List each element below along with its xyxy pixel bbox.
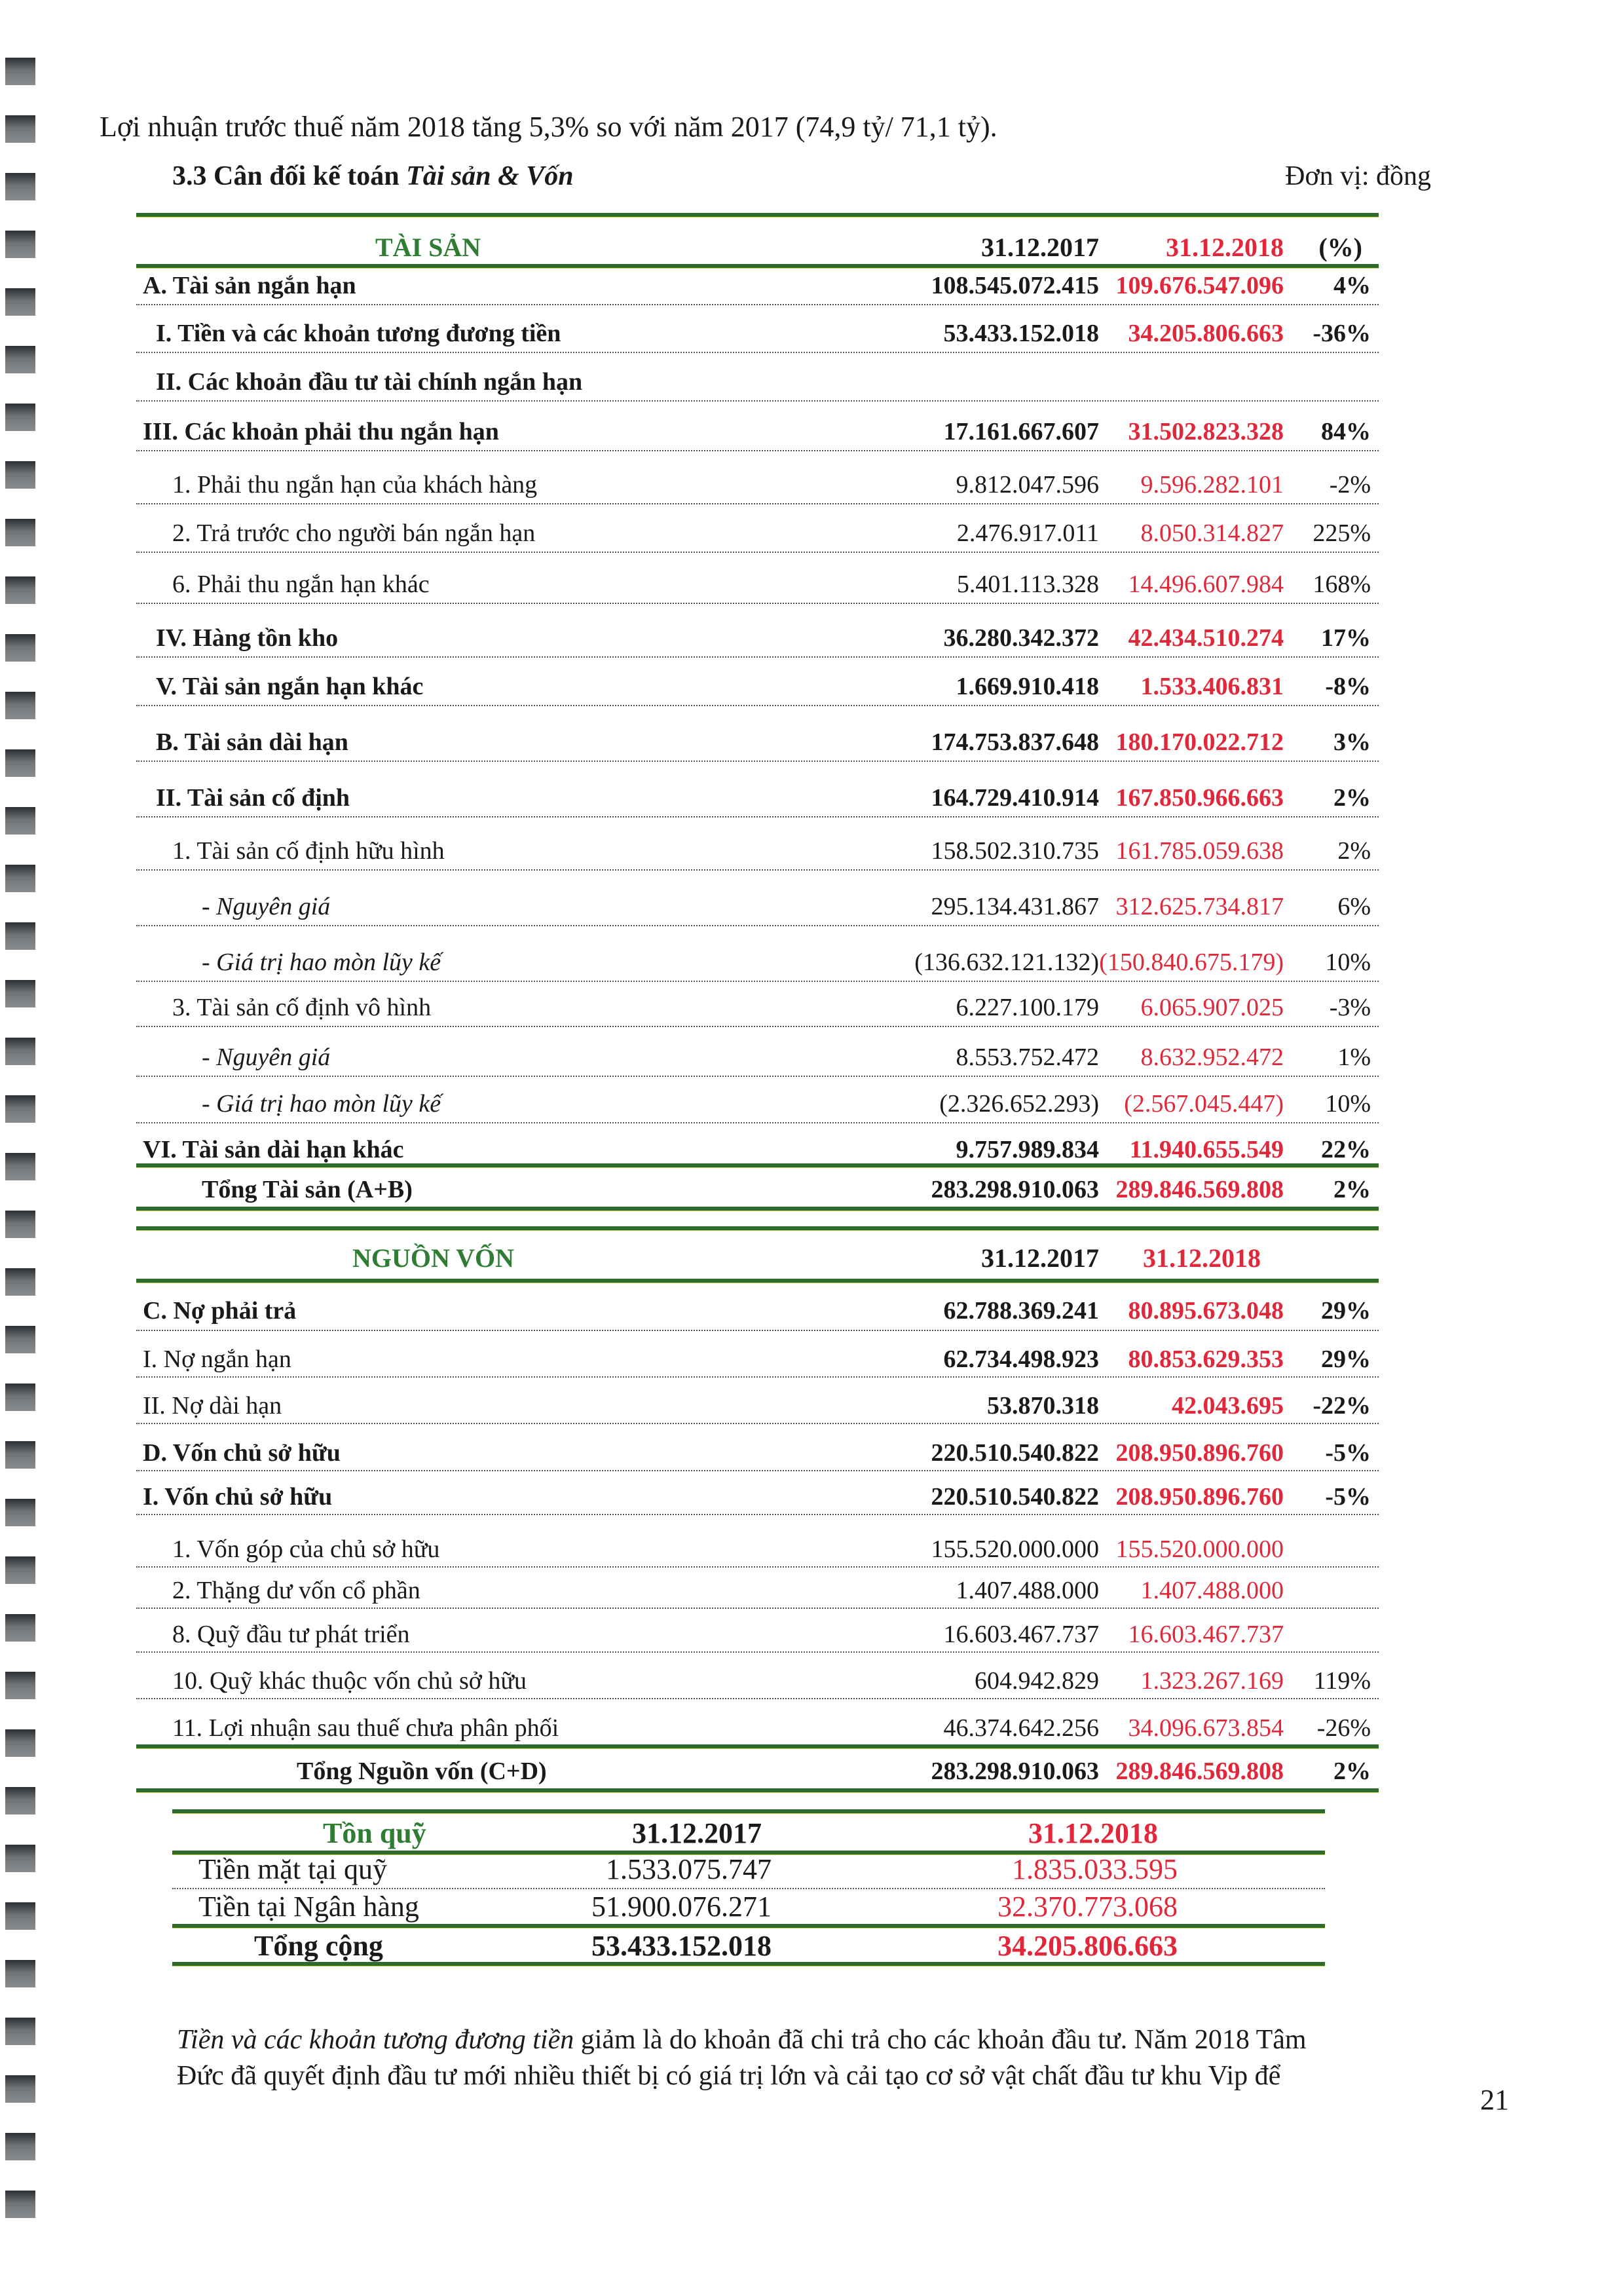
assets-header-row: [136, 226, 1379, 265]
table-row: [136, 829, 1379, 868]
row-pct: 29%: [1321, 1346, 1371, 1373]
row-label: 2. Thặng dư vốn cổ phần: [172, 1577, 420, 1604]
row-pct: 17%: [1321, 624, 1371, 652]
row-label: C. Nợ phải trả: [143, 1297, 297, 1325]
dotted-rule: [136, 705, 1379, 706]
row-2017: 9.757.989.834: [956, 1136, 1099, 1163]
row-pct: 168%: [1313, 571, 1371, 598]
paragraph-line-1: [177, 2024, 1461, 2056]
row-2017: 174.753.837.648: [931, 728, 1099, 756]
row-pct: 84%: [1321, 418, 1371, 445]
header-2017: 31.12.2017: [632, 1817, 762, 1849]
row-pct: -5%: [1325, 1483, 1371, 1511]
binding-hole: [5, 404, 35, 431]
binding-hole: [5, 115, 35, 143]
dotted-rule: [136, 925, 1379, 926]
dotted-rule: [136, 304, 1379, 305]
binding-hole: [5, 231, 35, 258]
row-2018: 208.950.896.760: [1115, 1439, 1284, 1467]
row-2018: 8.632.952.472: [1140, 1044, 1284, 1071]
row-label: D. Vốn chủ sở hữu: [143, 1439, 341, 1467]
green-rule: [136, 1226, 1379, 1231]
row-pct: 29%: [1321, 1297, 1371, 1325]
dotted-rule: [136, 1470, 1379, 1471]
row-2017: 220.510.540.822: [931, 1483, 1099, 1511]
row-pct: -26%: [1316, 1714, 1371, 1742]
row-2017: 158.502.310.735: [931, 837, 1099, 865]
binding-hole: [5, 1153, 35, 1180]
table-row: [136, 1431, 1379, 1470]
assets-header-label: TÀI SẢN: [375, 233, 481, 262]
binding-hole: [5, 1038, 35, 1065]
liabilities-total-row: [136, 1749, 1379, 1788]
row-2018: 155.520.000.000: [1115, 1535, 1284, 1563]
dotted-rule: [136, 552, 1379, 553]
table-row: [136, 409, 1379, 449]
row-2017: 46.374.642.256: [943, 1714, 1099, 1742]
dotted-rule: [136, 981, 1379, 982]
binding-hole: [5, 288, 35, 316]
cash-header-label: Tồn quỹ: [323, 1817, 426, 1849]
page-number: 21: [1480, 2084, 1509, 2116]
row-label: Tổng Tài sản (A+B): [202, 1176, 413, 1203]
liabilities-header-row: [136, 1237, 1379, 1276]
row-2017: 1.669.910.418: [956, 673, 1099, 700]
row-2018: 31.502.823.328: [1128, 418, 1284, 445]
binding-hole: [5, 749, 35, 777]
dotted-rule: [136, 1122, 1379, 1123]
dotted-rule: [136, 400, 1379, 402]
binding-hole: [5, 1095, 35, 1123]
assets-total-row: [136, 1167, 1379, 1207]
row-2018: (150.840.675.179): [1099, 949, 1284, 976]
table-row: [136, 1527, 1379, 1566]
binding-hole: [5, 1729, 35, 1757]
header-2018: 31.12.2018: [1028, 1817, 1158, 1849]
row-2018: 289.846.569.808: [1115, 1176, 1284, 1203]
table-row: [136, 1383, 1379, 1423]
paragraph-line-2: Đức đã quyết định đầu tư mới nhiều thiết bị có giá trị lớn và cải tạo cơ sở vật chất đầu tư khu Vip để: [177, 2061, 1281, 2091]
row-2017: 164.729.410.914: [931, 784, 1099, 812]
row-label: 11. Lợi nhuận sau thuế chưa phân phối: [172, 1714, 559, 1742]
row-pct: -3%: [1329, 994, 1371, 1021]
row-2018: 6.065.907.025: [1140, 994, 1284, 1021]
row-pct: 2%: [1337, 837, 1371, 865]
dotted-rule: [136, 869, 1379, 871]
table-row: [136, 360, 1379, 399]
binding-hole: [5, 1787, 35, 1815]
dotted-rule: [136, 1608, 1379, 1609]
dotted-rule: [136, 761, 1379, 762]
row-2018: 80.853.629.353: [1128, 1346, 1284, 1373]
table-row: [136, 884, 1379, 924]
row-pct: 1%: [1337, 1044, 1371, 1071]
row-pct: 2%: [1333, 1758, 1371, 1785]
row-2018: 1.323.267.169: [1140, 1667, 1284, 1695]
dotted-rule: [136, 816, 1379, 818]
row-2018: 32.370.773.068: [997, 1891, 1178, 1923]
row-2018: 14.496.607.984: [1128, 571, 1284, 598]
heading-prefix: 3.3 Cân đối kế toán: [172, 161, 407, 191]
row-label: A. Tài sản ngắn hạn: [143, 272, 356, 299]
row-2018: 1.533.406.831: [1140, 673, 1284, 700]
row-2017: 6.227.100.179: [956, 994, 1099, 1021]
row-label: 10. Quỹ khác thuộc vốn chủ sở hữu: [172, 1667, 527, 1695]
green-rule: [136, 1788, 1379, 1793]
binding-hole: [5, 1672, 35, 1699]
binding-hole: [5, 1960, 35, 1987]
row-2018: 34.205.806.663: [997, 1930, 1178, 1962]
row-2017: 8.553.752.472: [956, 1044, 1099, 1071]
green-rule: [172, 1962, 1325, 1967]
row-label: 1. Vốn góp của chủ sở hữu: [172, 1535, 440, 1563]
row-label: I. Tiền và các khoản tương đương tiền: [156, 320, 561, 347]
dotted-rule: [136, 503, 1379, 504]
dotted-rule: [136, 352, 1379, 353]
row-label: V. Tài sản ngắn hạn khác: [156, 673, 424, 700]
row-label: 2. Trả trước cho người bán ngắn hạn: [172, 519, 536, 547]
paragraph-rest: giảm là do khoản đã chi trả cho các khoản đầu tư. Năm 2018 Tâm: [574, 2025, 1307, 2055]
row-2017: 283.298.910.063: [931, 1758, 1099, 1785]
table-row: [136, 1659, 1379, 1698]
row-label: - Nguyên giá: [202, 1044, 331, 1071]
row-2017: 51.900.076.271: [591, 1891, 772, 1923]
row-2018: 42.434.510.274: [1128, 624, 1284, 652]
header-2017: 31.12.2017: [981, 1243, 1099, 1273]
binding-hole: [5, 1556, 35, 1584]
table-row: [136, 1706, 1379, 1745]
row-2017: 1.407.488.000: [956, 1577, 1099, 1604]
binding-hole: [5, 346, 35, 373]
row-2018: 208.950.896.760: [1115, 1483, 1284, 1511]
table-row: [136, 1337, 1379, 1376]
unit-label: Đơn vị: đồng: [1285, 161, 1431, 191]
binding-hole: [5, 2075, 35, 2103]
binding-hole: [5, 807, 35, 835]
binding-holes: [0, 0, 46, 2296]
dotted-rule: [136, 1330, 1379, 1331]
row-label: IV. Hàng tồn kho: [156, 624, 339, 652]
dotted-rule: [136, 1076, 1379, 1077]
row-pct: 22%: [1321, 1136, 1371, 1163]
row-2018: 1.407.488.000: [1140, 1577, 1284, 1604]
row-pct: 3%: [1333, 728, 1371, 756]
table-row: [136, 1475, 1379, 1514]
row-2018: 180.170.022.712: [1115, 728, 1284, 756]
row-2018: 8.050.314.827: [1140, 519, 1284, 547]
row-2017: 62.734.498.923: [943, 1346, 1099, 1373]
row-2017: 1.533.075.747: [606, 1853, 772, 1885]
row-label: - Giá trị hao mòn lũy kế: [202, 1090, 441, 1118]
row-2017: 295.134.431.867: [931, 893, 1099, 920]
row-pct: -8%: [1325, 673, 1371, 700]
table-row: [136, 1082, 1379, 1121]
binding-hole: [5, 461, 35, 489]
header-2018: 31.12.2018: [1166, 233, 1284, 262]
table-row: [136, 720, 1379, 759]
dotted-rule: [136, 1651, 1379, 1653]
row-2017: 16.603.467.737: [943, 1621, 1099, 1648]
binding-hole: [5, 576, 35, 604]
row-label: III. Các khoản phải thu ngắn hạn: [143, 418, 499, 445]
header-2018: 31.12.2018: [1143, 1243, 1261, 1273]
row-label: II. Tài sản cố định: [156, 784, 350, 812]
row-label: Tổng Nguồn vốn (C+D): [297, 1758, 547, 1785]
row-label: VI. Tài sản dài hạn khác: [143, 1136, 404, 1163]
row-pct: 4%: [1333, 272, 1371, 299]
binding-hole: [5, 58, 35, 85]
row-label: 3. Tài sản cố định vô hình: [172, 994, 432, 1021]
row-2017: 2.476.917.011: [956, 519, 1099, 547]
table-row: [136, 940, 1379, 979]
binding-hole: [5, 1614, 35, 1642]
binding-hole: [5, 1499, 35, 1526]
row-2018: 289.846.569.808: [1115, 1758, 1284, 1785]
binding-hole: [5, 1326, 35, 1353]
row-pct: 225%: [1313, 519, 1371, 547]
row-2018: 167.850.966.663: [1115, 784, 1284, 812]
cash-total-row: [172, 1926, 1325, 1965]
row-pct: 6%: [1337, 893, 1371, 920]
row-2018: 80.895.673.048: [1128, 1297, 1284, 1325]
liabilities-header-label: NGUỒN VỐN: [352, 1243, 515, 1273]
row-2017: 36.280.342.372: [943, 624, 1099, 652]
row-2017: 604.942.829: [975, 1667, 1099, 1695]
green-rule: [136, 213, 1379, 217]
row-2017: (2.326.652.293): [939, 1090, 1099, 1118]
binding-hole: [5, 1441, 35, 1469]
table-row: [136, 562, 1379, 601]
row-pct: -36%: [1313, 320, 1371, 347]
row-pct: 2%: [1333, 784, 1371, 812]
binding-hole: [5, 634, 35, 662]
row-label: II. Các khoản đầu tư tài chính ngắn hạn: [156, 368, 583, 396]
header-pct: (%): [1318, 233, 1362, 262]
dotted-rule: [136, 1026, 1379, 1027]
row-2018: 161.785.059.638: [1115, 837, 1284, 865]
table-row: [136, 263, 1379, 303]
row-pct: -22%: [1313, 1392, 1371, 1420]
row-2017: 5.401.113.328: [956, 571, 1099, 598]
row-label: II. Nợ dài hạn: [143, 1392, 282, 1420]
row-2018: 9.596.282.101: [1140, 471, 1284, 499]
dotted-rule: [136, 1566, 1379, 1568]
table-row: [136, 664, 1379, 704]
row-label: Tiền tại Ngân hàng: [198, 1891, 419, 1923]
binding-hole: [5, 519, 35, 546]
row-label: Tiền mặt tại quỹ: [198, 1853, 388, 1885]
row-2017: 220.510.540.822: [931, 1439, 1099, 1467]
row-2017: 283.298.910.063: [931, 1176, 1099, 1203]
binding-hole: [5, 980, 35, 1007]
binding-hole: [5, 1211, 35, 1238]
table-row: [136, 311, 1379, 350]
row-pct: -2%: [1329, 471, 1371, 499]
row-label: 1. Phải thu ngắn hạn của khách hàng: [172, 471, 538, 499]
row-2018: 109.676.547.096: [1115, 272, 1284, 299]
row-2017: 108.545.072.415: [931, 272, 1099, 299]
row-pct: 119%: [1313, 1667, 1371, 1695]
green-rule: [136, 1279, 1379, 1283]
row-label: I. Vốn chủ sở hữu: [143, 1483, 333, 1511]
row-2017: 62.788.369.241: [943, 1297, 1099, 1325]
table-row: [136, 1127, 1379, 1167]
table-row: [136, 1289, 1379, 1328]
row-2017: 9.812.047.596: [956, 471, 1099, 499]
binding-hole: [5, 1383, 35, 1411]
row-2017: 53.870.318: [987, 1392, 1099, 1420]
row-pct: 10%: [1325, 1090, 1371, 1118]
row-2018: 1.835.033.595: [1012, 1853, 1178, 1885]
row-2018: 11.940.655.549: [1129, 1136, 1284, 1163]
row-pct: 10%: [1325, 949, 1371, 976]
paragraph-italic: Tiền và các khoản tương đương tiền: [177, 2025, 574, 2055]
row-2017: 17.161.667.607: [943, 418, 1099, 445]
row-2018: 312.625.734.817: [1115, 893, 1284, 920]
cash-header-row: [172, 1813, 1325, 1853]
table-row: [136, 1612, 1379, 1651]
row-2018: (2.567.045.447): [1124, 1090, 1284, 1118]
table-row: [136, 1035, 1379, 1074]
row-label: Tổng cộng: [254, 1930, 383, 1962]
dotted-rule: [136, 1423, 1379, 1424]
dotted-rule: [136, 450, 1379, 451]
dotted-rule: [136, 1698, 1379, 1699]
binding-hole: [5, 692, 35, 719]
binding-hole: [5, 922, 35, 950]
row-2018: 34.205.806.663: [1128, 320, 1284, 347]
binding-hole: [5, 1845, 35, 1872]
table-row: [136, 462, 1379, 502]
cash-row: [172, 1849, 1325, 1889]
binding-hole: [5, 2133, 35, 2160]
row-pct: -5%: [1325, 1439, 1371, 1467]
row-label: 6. Phải thu ngắn hạn khác: [172, 571, 430, 598]
row-2017: 53.433.152.018: [943, 320, 1099, 347]
intro-text: Lợi nhuận trước thuế năm 2018 tăng 5,3% so với năm 2017 (74,9 tỷ/ 71,1 tỷ).: [100, 111, 997, 143]
row-label: I. Nợ ngắn hạn: [143, 1346, 291, 1373]
table-row: [136, 616, 1379, 655]
green-rule: [136, 1207, 1379, 1211]
table-row: [136, 776, 1379, 815]
row-label: - Nguyên giá: [202, 893, 331, 920]
table-row: [136, 1568, 1379, 1608]
binding-hole: [5, 173, 35, 200]
binding-hole: [5, 2191, 35, 2218]
row-2018: 34.096.673.854: [1128, 1714, 1284, 1742]
row-2017: (136.632.121.132): [914, 949, 1099, 976]
table-row: [136, 985, 1379, 1025]
dotted-rule: [136, 603, 1379, 604]
dotted-rule: [136, 1514, 1379, 1515]
row-label: 1. Tài sản cố định hữu hình: [172, 837, 445, 865]
table-row: [136, 511, 1379, 550]
binding-hole: [5, 1902, 35, 1930]
row-pct: 2%: [1333, 1176, 1371, 1203]
binding-hole: [5, 2018, 35, 2045]
header-2017: 31.12.2017: [981, 233, 1099, 262]
section-heading: [172, 160, 574, 192]
row-2017: 53.433.152.018: [591, 1930, 772, 1962]
binding-hole: [5, 865, 35, 892]
green-rule: [136, 1744, 1379, 1749]
row-2017: 155.520.000.000: [931, 1535, 1099, 1563]
row-2018: 16.603.467.737: [1128, 1621, 1284, 1648]
cash-row: [172, 1887, 1325, 1926]
dotted-rule: [136, 656, 1379, 658]
row-label: 8. Quỹ đầu tư phát triển: [172, 1621, 410, 1648]
dotted-rule: [136, 1376, 1379, 1378]
row-label: B. Tài sản dài hạn: [156, 728, 348, 756]
row-2018: 42.043.695: [1172, 1392, 1284, 1420]
heading-italic: Tài sản & Vốn: [406, 161, 574, 191]
row-label: - Giá trị hao mòn lũy kế: [202, 949, 441, 976]
binding-hole: [5, 1268, 35, 1296]
